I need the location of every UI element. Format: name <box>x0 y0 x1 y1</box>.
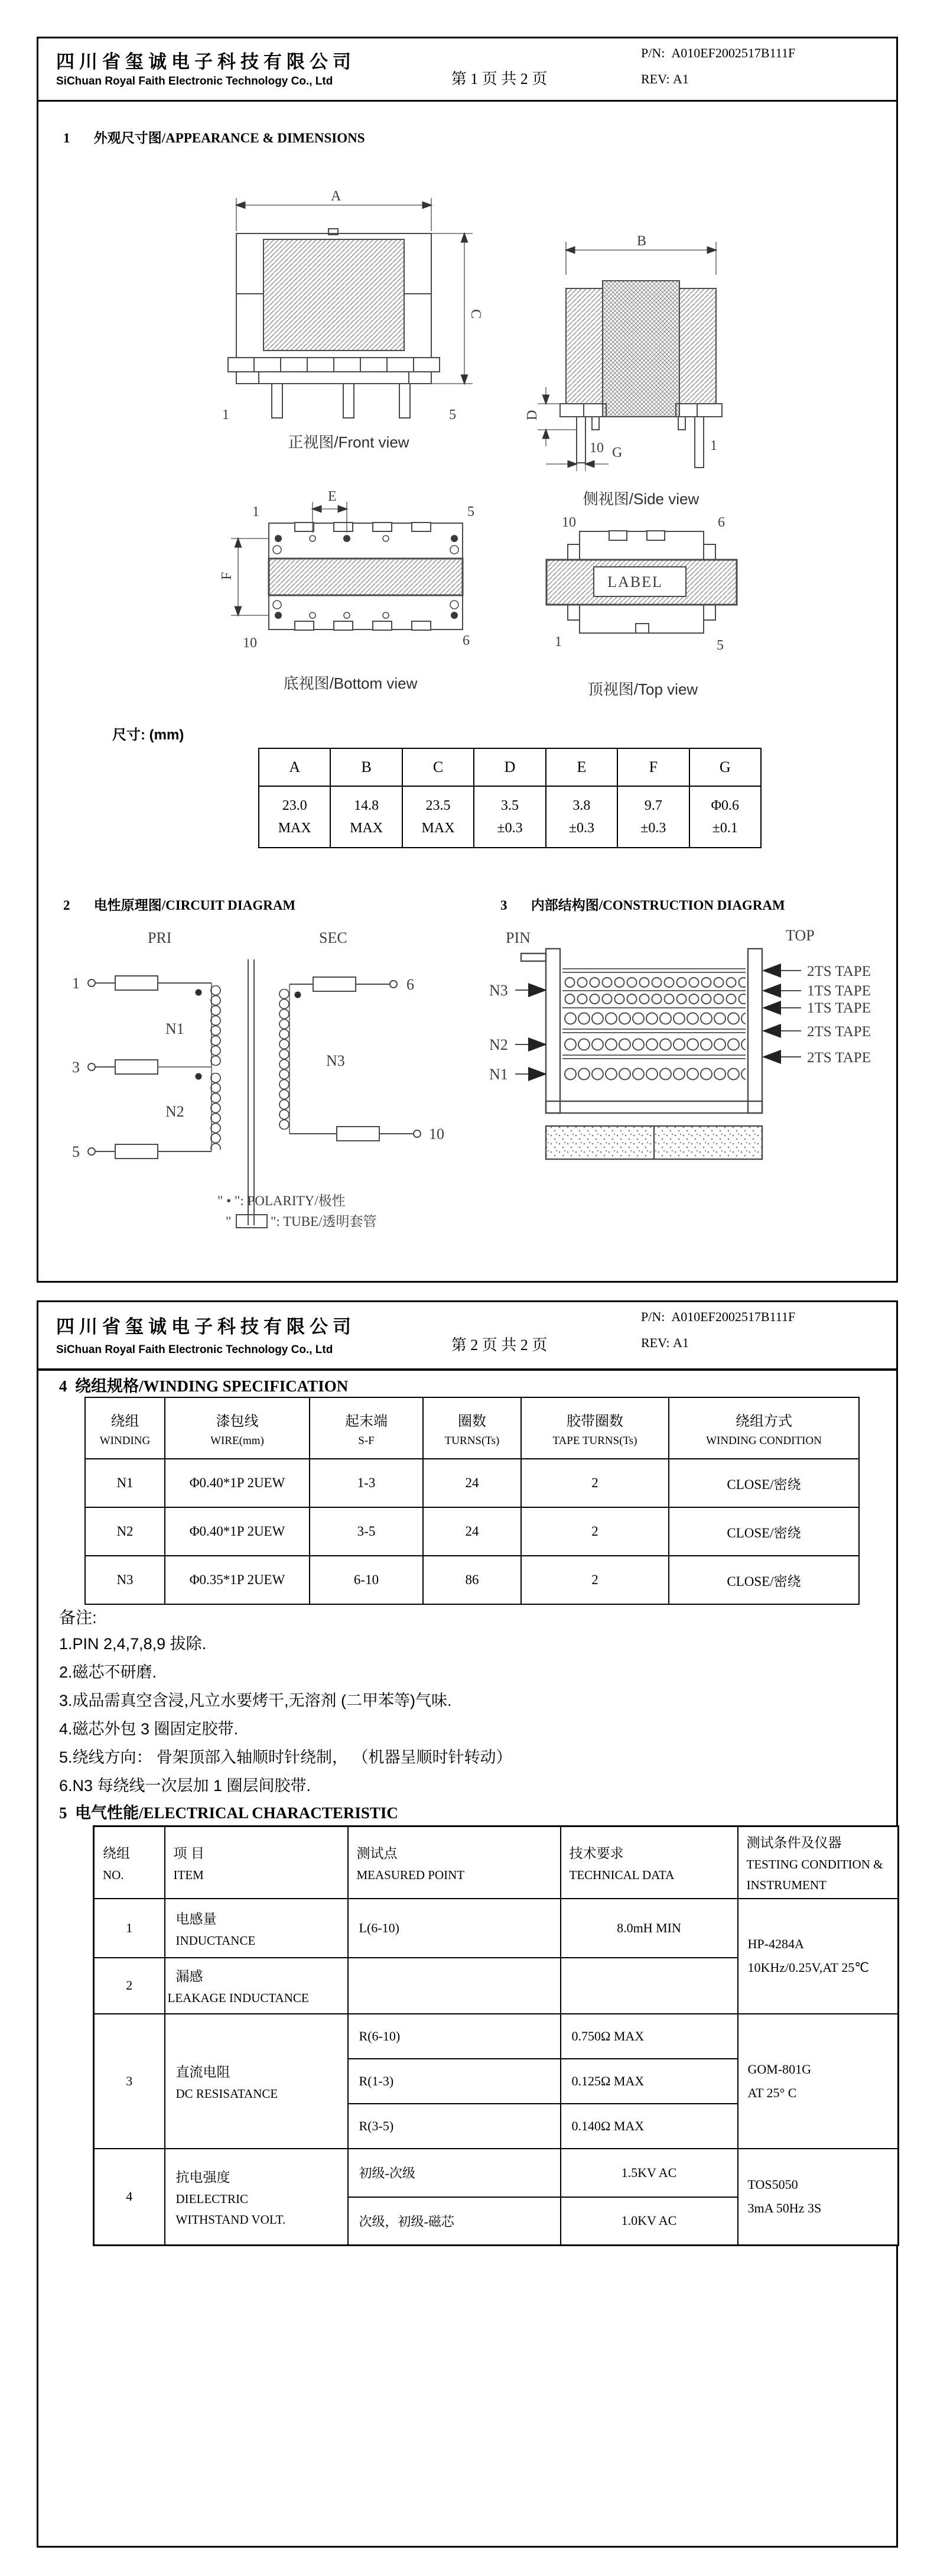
cell-wire: Φ0.40*1P 2UEW <box>165 1507 310 1556</box>
top-view-label-text: LABEL <box>607 573 663 591</box>
side-dim-d-label: D <box>525 410 540 420</box>
page2-header <box>38 1302 896 1371</box>
front-view-body <box>228 198 473 418</box>
note-item-5: 5.绕线方向： 骨架顶部入轴顺时针绕制， （机器呈顺时针转动） <box>59 1748 512 1766</box>
cell-sf: 6-10 <box>310 1556 423 1604</box>
cell-no: 4 <box>94 2149 165 2246</box>
bottom-pin10-label: 10 <box>243 635 257 651</box>
item-col-header: 项 目 ITEM <box>165 1826 348 1899</box>
note-item-3: 3.成品需真空含浸,凡立水要烤干,无溶剂 (二甲苯等)气味. <box>59 1692 452 1709</box>
bottom-dim-f-label: F <box>219 572 235 580</box>
legend-tube-quote: " <box>226 1214 232 1229</box>
section3-number: 3 <box>500 898 507 913</box>
cell-measured-point: R(6-10) <box>348 2014 561 2059</box>
circuit-pin1: 1 <box>72 975 80 992</box>
section1-title <box>63 127 365 147</box>
cell-sf: 3-5 <box>310 1507 423 1556</box>
cell-tape: 2 <box>521 1507 669 1556</box>
circuit-n1-label: N1 <box>165 1020 184 1037</box>
construction-diagram <box>467 918 916 1172</box>
cell-wire: Φ0.35*1P 2UEW <box>165 1556 310 1604</box>
company-name-en: SiChuan Royal Faith Electronic Technology Co., Ltd <box>56 75 333 87</box>
cell-measured-point: R(1-3) <box>348 2059 561 2104</box>
legend-tube: ": TUBE/透明套管 <box>271 1214 377 1229</box>
cell-technical-data: 1.0KV AC <box>561 2197 738 2246</box>
front-view-diagram <box>213 187 484 425</box>
section1-number: 1 <box>63 131 70 145</box>
dim-value: 3.8 ±0.3 <box>546 786 617 848</box>
pn-value: A010EF2002517B111F <box>671 1309 796 1324</box>
elec-row-dielectric-1 <box>94 2149 899 2197</box>
top-view-diagram <box>510 501 776 672</box>
measured-point-col-header: 测试点 MEASURED POINT <box>348 1826 561 1899</box>
dim-value: 23.5 MAX <box>402 786 474 848</box>
construction-top-label: TOP <box>786 927 815 944</box>
side-pin10-label: 10 <box>590 440 604 456</box>
legend-polarity: " • ": POLARITY/极性 <box>217 1193 346 1208</box>
front-dim-c-label: C <box>468 309 483 319</box>
cell-testing-condition: TOS5050 3mA 50Hz 3S <box>738 2149 899 2246</box>
part-number <box>641 1309 795 1325</box>
construction-n1-label: N1 <box>489 1066 508 1083</box>
cell-item: 电感量 INDUCTANCE <box>165 1899 348 1958</box>
condition-col-header: 绕组方式 WINDING CONDITION <box>669 1397 859 1459</box>
dim-header: B <box>330 748 402 786</box>
tape-col-header: 胶带圈数 TAPE TURNS(Ts) <box>521 1397 669 1459</box>
cell-turns: 86 <box>423 1556 521 1604</box>
technical-data-col-header: 技术要求 TECHNICAL DATA <box>561 1826 738 1899</box>
dim-value: 23.0 MAX <box>259 786 330 848</box>
cell-measured-point: R(3-5) <box>348 2104 561 2149</box>
cell-tape: 2 <box>521 1556 669 1604</box>
bottom-view <box>213 489 488 693</box>
top-pin6-label: 6 <box>718 515 725 530</box>
side-dim-g-label: G <box>612 445 623 460</box>
notes-label: 备注: <box>59 1608 97 1627</box>
dim-header: A <box>259 748 330 786</box>
rev-value: A1 <box>672 72 689 86</box>
pn-label: P/N: <box>641 1309 665 1324</box>
cell-turns: 24 <box>423 1507 521 1556</box>
circuit-diagram <box>59 918 461 1249</box>
note-item-6: 6.N3 每绕线一次层加 1 圈层间胶带. <box>59 1777 311 1795</box>
company-name-cn: 四川省玺诚电子科技有限公司 <box>56 51 356 72</box>
section3-text: 内部结构图/CONSTRUCTION DIAGRAM <box>531 898 785 913</box>
circuit-n3-label: N3 <box>326 1052 345 1069</box>
rev-value: A1 <box>672 1335 689 1350</box>
testing-condition-col-header: 测试条件及仪器 TESTING CONDITION & INSTRUMENT <box>738 1826 899 1899</box>
bottom-pin1-label: 1 <box>252 504 259 520</box>
construction-bobbin <box>515 949 801 1159</box>
top-view <box>508 501 777 699</box>
circuit-pin6: 6 <box>406 976 414 993</box>
side-view <box>518 232 764 509</box>
cell-winding: N2 <box>85 1507 165 1556</box>
winding-row-n2 <box>85 1507 859 1556</box>
cell-technical-data: 0.125Ω MAX <box>561 2059 738 2104</box>
sf-col-header: 起末端 S-F <box>310 1397 423 1459</box>
elec-row-inductance <box>94 1899 899 1958</box>
spec-sheet-page-2 <box>37 1300 898 2548</box>
elec-header-row <box>94 1826 899 1899</box>
front-view <box>210 187 487 452</box>
top-view-caption: 顶视图/Top view <box>587 680 698 698</box>
side-view-diagram <box>520 232 762 482</box>
bottom-pin6-label: 6 <box>463 633 470 648</box>
cell-item: 直流电阻 DC RESISATANCE <box>165 2014 348 2149</box>
circuit-pri-label: PRI <box>148 929 172 946</box>
dimension-table <box>258 748 762 848</box>
note-item-1: 1.PIN 2,4,7,8,9 拔除. <box>59 1635 207 1653</box>
side-view-body <box>538 242 722 471</box>
cell-item: 抗电强度 DIELECTRIC WITHSTAND VOLT. <box>165 2149 348 2246</box>
cell-tape: 2 <box>521 1459 669 1507</box>
dims-unit-label: 尺寸: (mm) <box>112 727 184 743</box>
section4-number: 4 <box>59 1377 67 1395</box>
dim-value: 14.8 MAX <box>330 786 402 848</box>
dim-header: G <box>689 748 761 786</box>
cell-measured-point: L(6-10) <box>348 1899 561 1958</box>
pn-label: P/N: <box>641 46 665 60</box>
section4-title <box>59 1373 348 1396</box>
section5-number: 5 <box>59 1804 67 1822</box>
top-pin1-label: 1 <box>555 634 562 650</box>
side-dim-b-label: B <box>637 233 647 249</box>
bottom-view-diagram <box>214 489 486 666</box>
no-col-header: 绕组 NO. <box>94 1826 165 1899</box>
section1-text: 外观尺寸图/APPEARANCE & DIMENSIONS <box>93 131 365 145</box>
winding-row-n1 <box>85 1459 859 1507</box>
turns-col-header: 圈数 TURNS(Ts) <box>423 1397 521 1459</box>
cell-technical-data: 1.5KV AC <box>561 2149 738 2197</box>
electrical-characteristic-table <box>93 1825 899 2246</box>
section2-number: 2 <box>63 898 70 913</box>
rev-label: REV: <box>641 1335 670 1350</box>
cell-condition: CLOSE/密绕 <box>669 1556 859 1604</box>
construction-tape-label: 1TS TAPE <box>807 983 871 999</box>
elec-row-dcr-1 <box>94 2014 899 2059</box>
side-view-caption: 侧视图/Side view <box>583 490 700 508</box>
front-dim-a-label: A <box>331 189 341 204</box>
dim-header: D <box>474 748 545 786</box>
cell-no: 1 <box>94 1899 165 1958</box>
page-number-info: 第 1 页 共 2 页 <box>451 70 548 87</box>
cell-condition: CLOSE/密绕 <box>669 1459 859 1507</box>
winding-row-n3 <box>85 1556 859 1604</box>
note-item-4: 4.磁芯外包 3 圈固定胶带. <box>59 1720 239 1738</box>
top-pin5-label: 5 <box>717 638 724 653</box>
company-name-en: SiChuan Royal Faith Electronic Technology Co., Ltd <box>56 1344 333 1356</box>
dim-value: 3.5 ±0.3 <box>474 786 545 848</box>
cell-testing-condition: HP-4284A 10KHz/0.25V,AT 25℃ <box>738 1899 899 2014</box>
note-item-2: 2.磁芯不研磨. <box>59 1663 157 1681</box>
part-number <box>641 46 795 61</box>
wire-col-header: 漆包线 WIRE(mm) <box>165 1397 310 1459</box>
cell-sf: 1-3 <box>310 1459 423 1507</box>
construction-tape-label: 2TS TAPE <box>807 1024 871 1040</box>
cell-wire: Φ0.40*1P 2UEW <box>165 1459 310 1507</box>
dim-header: E <box>546 748 617 786</box>
page1-header <box>38 38 896 102</box>
circuit-pin5: 5 <box>72 1143 80 1160</box>
cell-technical-data: 8.0mH MIN <box>561 1899 738 1958</box>
circuit-n2-label: N2 <box>165 1103 184 1120</box>
bottom-view-body <box>231 502 463 630</box>
rev-label: REV: <box>641 72 670 86</box>
construction-n3-label: N3 <box>489 982 508 999</box>
cell-measured-point-empty <box>348 1958 561 2014</box>
section2-text: 电性原理图/CIRCUIT DIAGRAM <box>93 898 296 913</box>
construction-tape-label: 2TS TAPE <box>807 1050 871 1066</box>
revision <box>641 1335 689 1351</box>
top-pin10-label: 10 <box>562 515 576 530</box>
construction-tape-label: 1TS TAPE <box>807 1000 871 1016</box>
spec-sheet-page-1 <box>37 37 898 1283</box>
section3-title <box>500 894 785 914</box>
pn-value: A010EF2002517B111F <box>671 46 796 60</box>
construction-n2-label: N2 <box>489 1036 508 1053</box>
winding-header-row <box>85 1397 859 1459</box>
dimension-value-row <box>259 786 761 848</box>
bottom-pin5-label: 5 <box>467 504 474 520</box>
cell-item: 漏感 LEAKAGE INDUCTANCE <box>165 1958 348 2014</box>
dim-value: Φ0.6 ±0.1 <box>689 786 761 848</box>
front-view-caption: 正视图/Front view <box>288 433 409 451</box>
circuit-pin10: 10 <box>429 1125 444 1143</box>
front-pin5-label: 5 <box>449 407 456 423</box>
dim-header: C <box>402 748 474 786</box>
cell-winding: N3 <box>85 1556 165 1604</box>
cell-technical-data: 0.750Ω MAX <box>561 2014 738 2059</box>
cell-testing-condition: GOM-801G AT 25° C <box>738 2014 899 2149</box>
cell-no: 2 <box>94 1958 165 2014</box>
cell-winding: N1 <box>85 1459 165 1507</box>
page-number-info: 第 2 页 共 2 页 <box>451 1336 548 1354</box>
winding-spec-table <box>84 1397 860 1605</box>
cell-technical-data-empty <box>561 1958 738 2014</box>
construction-pin-label: PIN <box>506 929 531 946</box>
construction-tape-label: 2TS TAPE <box>807 963 871 979</box>
front-pin1-label: 1 <box>222 407 229 423</box>
bottom-dim-e-label: E <box>328 489 337 504</box>
dimension-header-row <box>259 748 761 786</box>
cell-no: 3 <box>94 2014 165 2149</box>
section5-text: 电气性能/ELECTRICAL CHARACTERISTIC <box>75 1804 398 1822</box>
dim-value: 9.7 ±0.3 <box>617 786 689 848</box>
cell-measured-point: 次级，初级-磁芯 <box>348 2197 561 2246</box>
revision <box>641 72 689 87</box>
circuit-pin3: 3 <box>72 1059 80 1076</box>
cell-technical-data: 0.140Ω MAX <box>561 2104 738 2149</box>
section4-text: 绕组规格/WINDING SPECIFICATION <box>75 1377 349 1395</box>
cell-turns: 24 <box>423 1459 521 1507</box>
dim-header: F <box>617 748 689 786</box>
bottom-view-caption: 底视图/Bottom view <box>283 674 418 692</box>
company-name-cn: 四川省玺诚电子科技有限公司 <box>56 1316 356 1337</box>
cell-measured-point: 初级-次级 <box>348 2149 561 2197</box>
cell-condition: CLOSE/密绕 <box>669 1507 859 1556</box>
circuit-sec-label: SEC <box>319 929 347 946</box>
circuit-wiring <box>88 959 421 1228</box>
side-pin1-label: 1 <box>710 438 717 453</box>
winding-col-header: 绕组 WINDING <box>85 1397 165 1459</box>
section2-title <box>63 894 295 914</box>
section5-title <box>59 1800 398 1823</box>
